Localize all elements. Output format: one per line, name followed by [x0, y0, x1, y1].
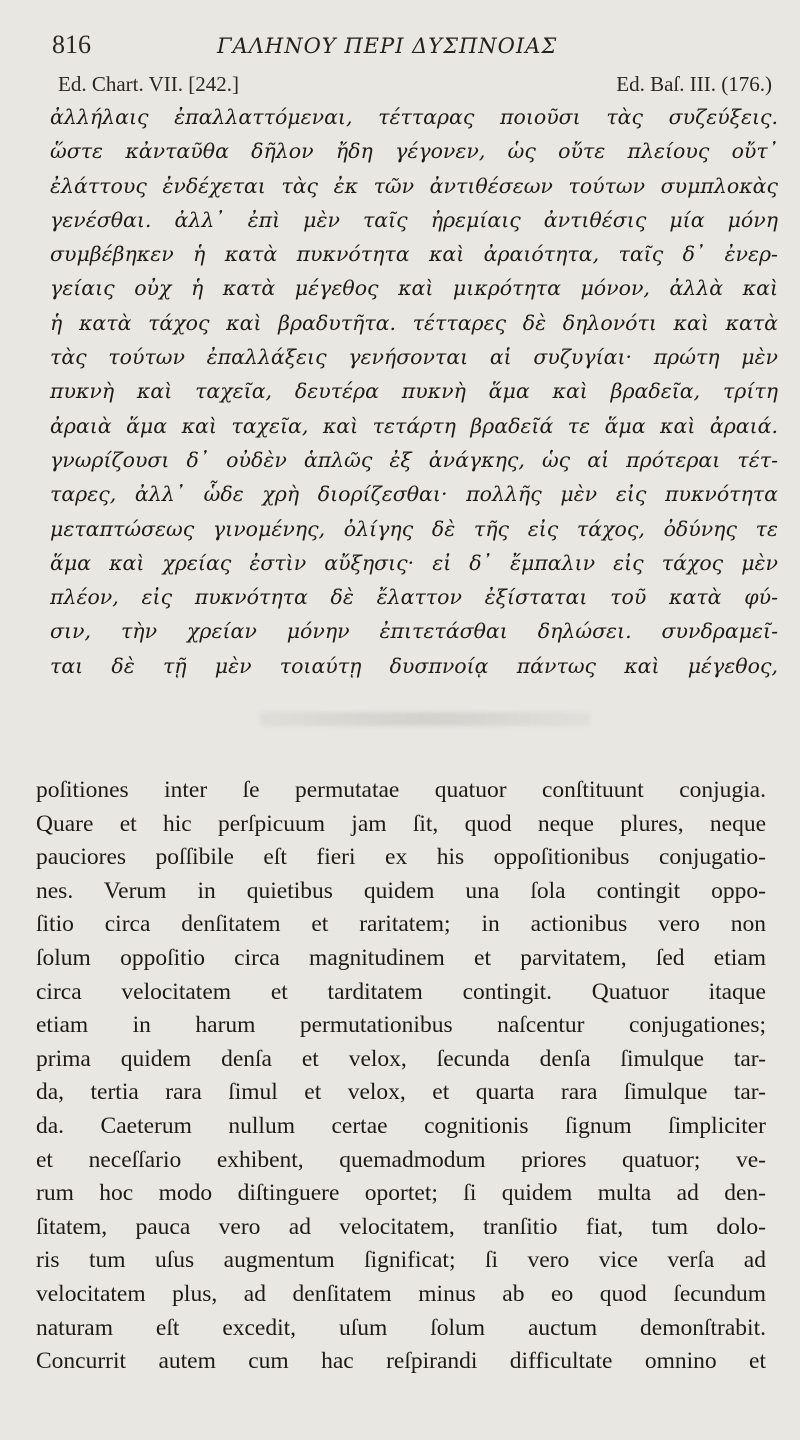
latin-text-line: da, tertia rara ſimul et velox, et quarta rara ſimulque tar- [36, 1079, 766, 1106]
latin-text-line: Concurrit autem cum hac reſpirandi difficultate omnino et [36, 1348, 766, 1375]
latin-text-line: velocitatem plus, ad denſitatem minus ab eo quod ſecundum [36, 1280, 766, 1307]
greek-text-line: ἐλάττους ἐνδέχεται τὰς ἐκ τῶν ἀντιθέσεων τούτων συμπλοκὰς [50, 173, 778, 198]
greek-text-line: ταρες, ἀλλ᾽ ὧδε χρὴ διορίζεσθαι· πολλῆς μὲν εἰς πυκνότητα [50, 482, 778, 507]
greek-text-line: γενέσθαι. ἀλλ᾽ ἐπὶ μὲν ταῖς ἠρεμίαις ἀντιθέσις μία μόνη [50, 207, 778, 232]
latin-text-line: ris tum uſus augmentum ſignificat; ſi vero vice verſa ad [36, 1247, 766, 1274]
latin-text-line: etiam in harum permutationibus naſcentur conjugationes; [36, 1012, 766, 1039]
latin-text-line: pauciores poſſibile eſt fieri ex his oppoſitionibus conjugatio- [36, 844, 766, 871]
latin-text-line: nes. Verum in quietibus quidem una ſola contingit oppo- [36, 877, 766, 904]
edition-references [58, 72, 772, 100]
latin-text-line: rum hoc modo diſtinguere oportet; ſi quidem multa ad den- [36, 1180, 766, 1207]
latin-text-line: naturam eſt excedit, uſum ſolum auctum demonſtrabit. [36, 1314, 766, 1341]
greek-text-line: πυκνὴ καὶ ταχεῖα, δευτέρα πυκνὴ ἅμα καὶ βραδεῖα, τρίτη [50, 379, 778, 404]
greek-text-line: πλέον, εἰς πυκνότητα δὲ ἔλαττον ἐξίσταται τοῦ κατὰ φύ- [50, 585, 778, 610]
greek-text-line: ἀραιὰ ἅμα καὶ ταχεῖα, καὶ τετάρτη βραδεῖά τε ἅμα καὶ ἀραιά. [50, 413, 778, 438]
page-header [52, 30, 770, 64]
greek-text-line: ὥστε κἀνταῦθα δῆλον ἤδη γέγονεν, ὡς οὔτε πλείους οὔτ᾽ [50, 139, 778, 164]
greek-text-line: ἡ κατὰ τάχος καὶ βραδυτῆτα. τέτταρες δὲ δηλονότι καὶ κατὰ [50, 310, 778, 335]
latin-text-line: circa velocitatem et tarditatem contingit. Quatuor itaque [36, 978, 766, 1005]
greek-text-line: γείαις οὐχ ἡ κατὰ μέγεθος καὶ μικρότητα μόνον, ἀλλὰ καὶ [50, 276, 778, 301]
latin-text-line: et neceſſario exhibent, quemadmodum priores quatuor; ve- [36, 1146, 766, 1173]
edition-chart-reference: Ed. Chart. VII. [242.] [58, 72, 239, 96]
latin-text-line: da. Caeterum nullum certae cognitionis ſignum ſimpliciter [36, 1112, 766, 1139]
running-head: ΓΑΛΗΝΟΥ ΠΕΡΙ ΔΥΣΠΝΟΙΑΣ [217, 34, 558, 58]
greek-text-line: ται δὲ τῇ μὲν τοιαύτῃ δυσπνοίᾳ πάντως καὶ μέγεθος, [50, 653, 778, 678]
greek-text [50, 100, 778, 683]
greek-text-line: σιν, τὴν χρείαν μόνην ἐπιτετάσθαι δηλώσει. συνδραμεῖ- [50, 619, 778, 644]
greek-text-line: τὰς τούτων ἐπαλλάξεις γενήσονται αἱ συζυγίαι· πρώτη μὲν [50, 345, 778, 370]
latin-text-line: ſitio circa denſitatem et raritatem; in actionibus vero non [36, 911, 766, 938]
latin-translation [36, 774, 766, 1379]
edition-basel-reference: Ed. Baſ. III. (176.) [616, 72, 772, 96]
bleed-through-line [260, 712, 590, 726]
latin-text-line: prima quidem denſa et velox, ſecunda denſa ſimulque tar- [36, 1045, 766, 1072]
greek-text-line: ἅμα καὶ χρείας ἐστὶν αὔξησις· εἰ δ᾽ ἔμπαλιν εἰς τάχος μὲν [50, 550, 778, 575]
page-number: 816 [52, 30, 91, 59]
greek-text-line: συμβέβηκεν ἡ κατὰ πυκνότητα καὶ ἀραιότητα, ταῖς δ᾽ ἐνερ- [50, 242, 778, 267]
greek-text-line: γνωρίζουσι δ᾽ οὐδὲν ἁπλῶς ἐξ ἀνάγκης, ὡς αἱ πρότεραι τέτ- [50, 447, 778, 472]
latin-text-line: ſolum oppoſitio circa magnitudinem et parvitatem, ſed etiam [36, 944, 766, 971]
latin-text-line: Quare et hic perſpicuum jam ſit, quod neque plures, neque [36, 810, 766, 837]
latin-text-line: ſitatem, pauca vero ad velocitatem, tranſitio fiat, tum dolo- [36, 1213, 766, 1240]
greek-text-line: ἀλλήλαις ἐπαλλαττόμεναι, τέτταρας ποιοῦσι τὰς συζεύξεις. [50, 105, 778, 129]
greek-text-line: μεταπτώσεως γινομένης, ὀλίγης δὲ τῆς εἰς τάχος, ὀδύνης τε [50, 516, 778, 541]
latin-text-line: poſitiones inter ſe permutatae quatuor conſtituunt conjugia. [36, 777, 766, 803]
